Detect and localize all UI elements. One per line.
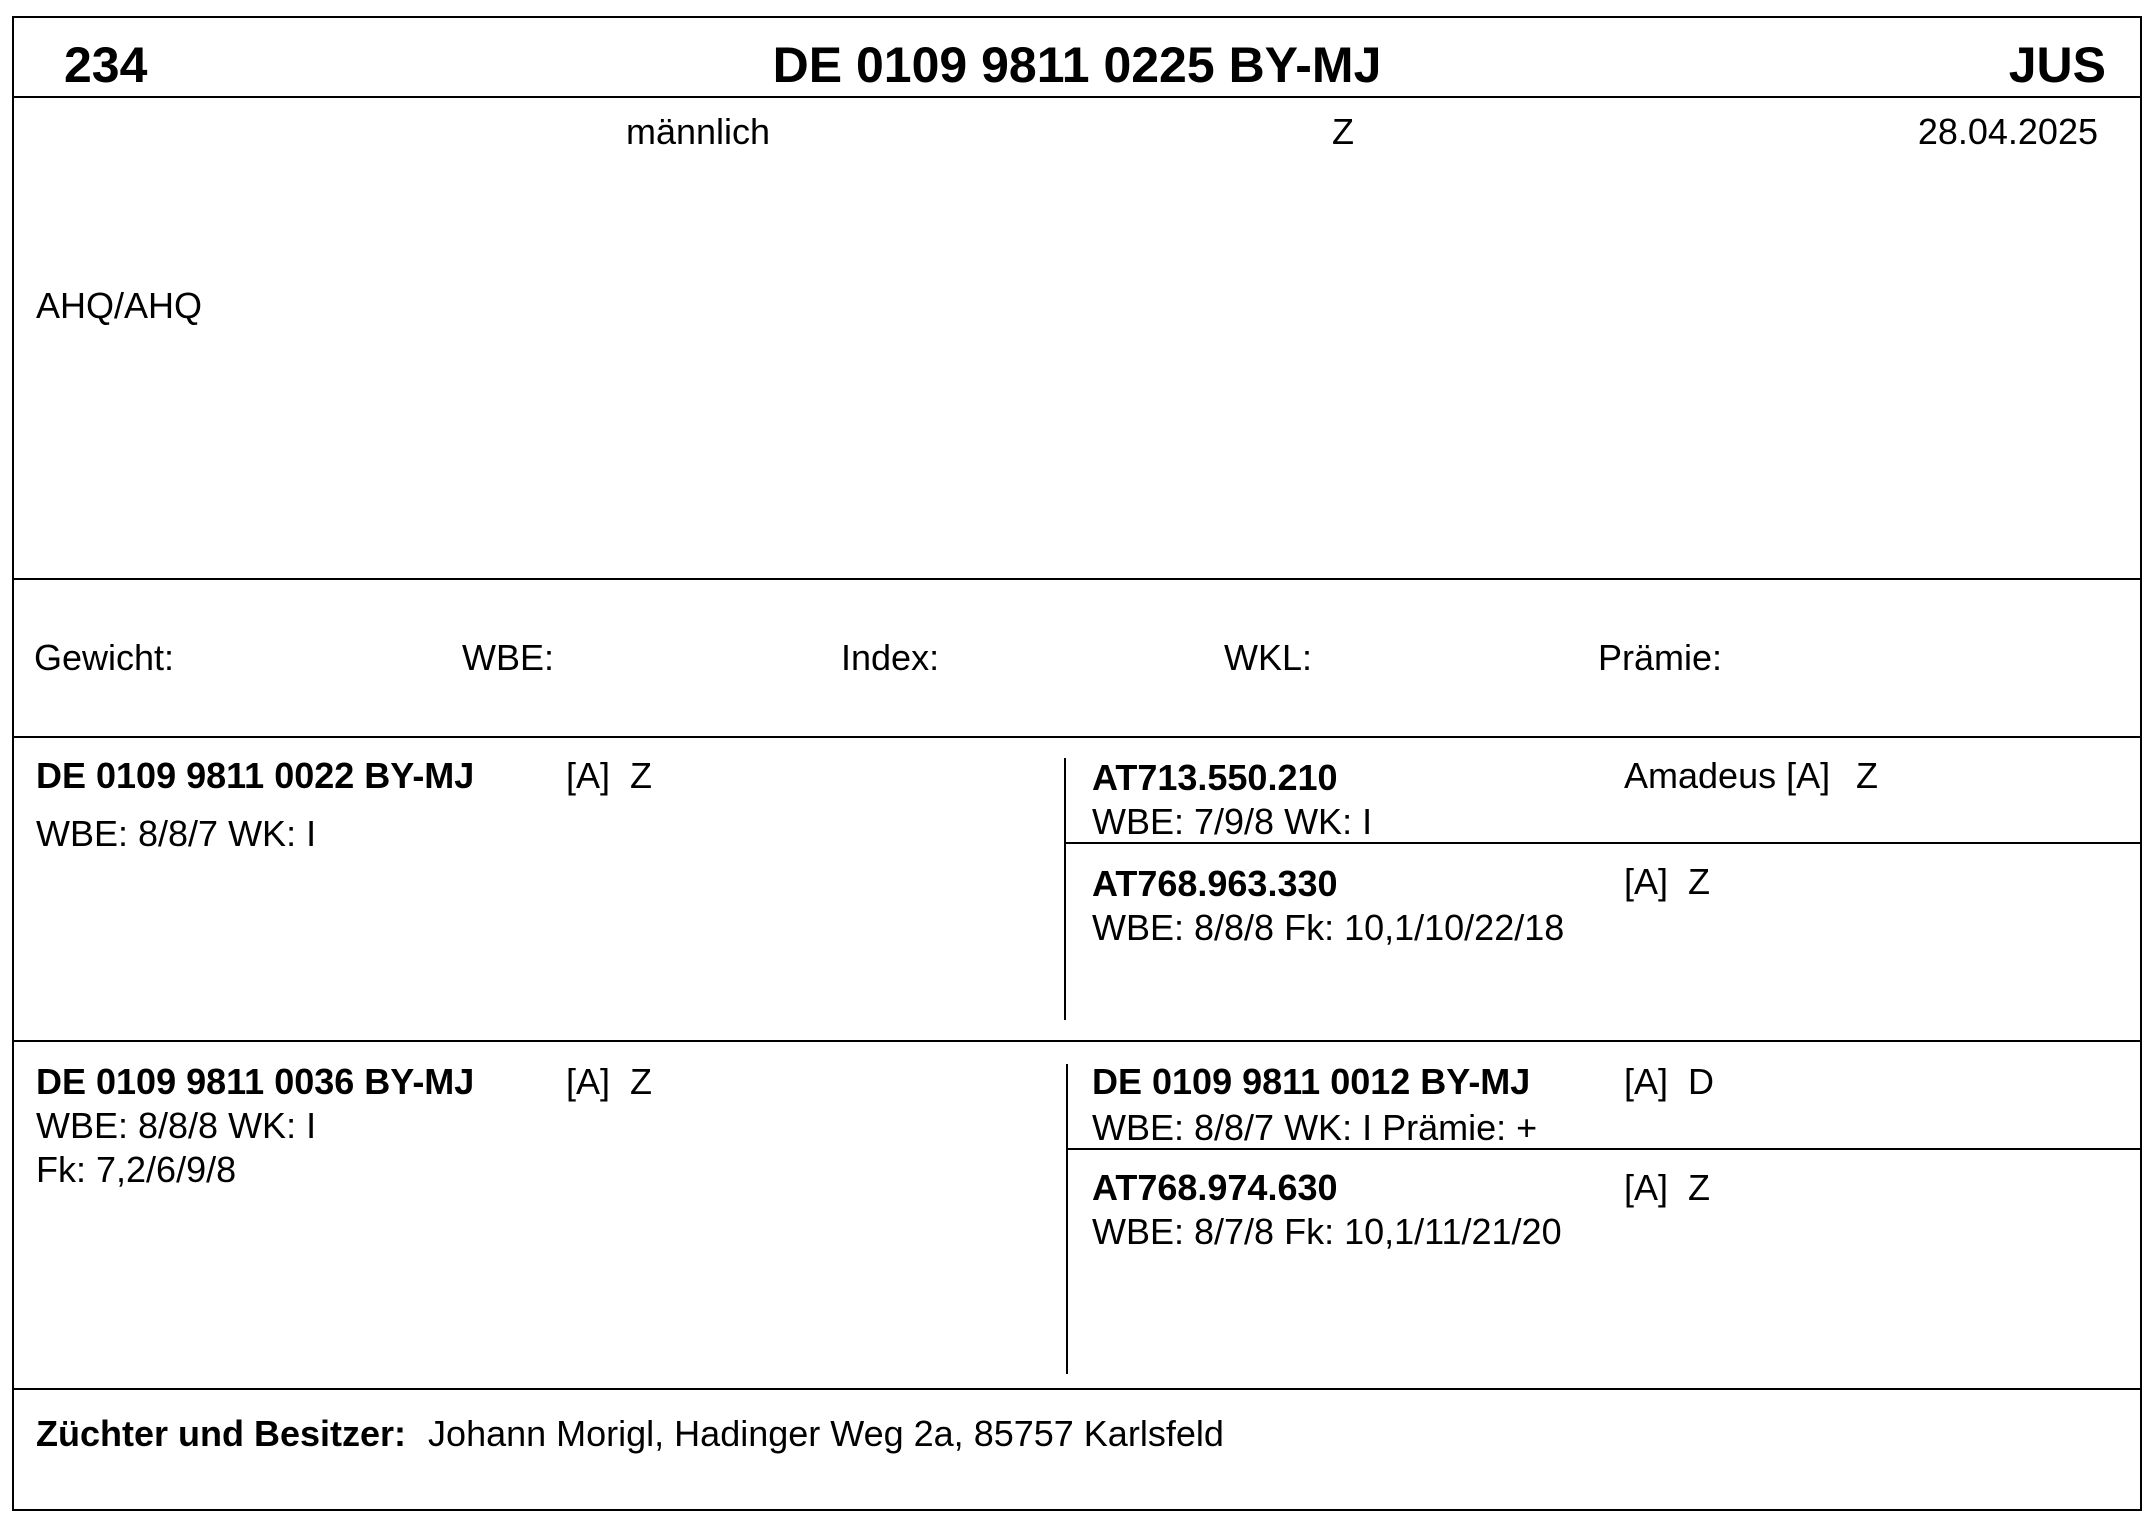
fields-divider (14, 736, 2140, 738)
sire-dam-id: AT768.963.330 (1092, 863, 1338, 904)
dam-performance: WBE: 8/8/8 WK: I (36, 1105, 317, 1146)
dam-sire-id: DE 0109 9811 0012 BY-MJ (1092, 1061, 1531, 1102)
sire-id: DE 0109 9811 0022 BY-MJ (36, 755, 475, 796)
sire-performance: WBE: 8/8/7 WK: I (36, 813, 317, 854)
sire-code: Z (630, 755, 652, 796)
breeder-line (36, 1413, 1224, 1454)
dam-sire-performance: WBE: 8/8/7 WK: I Prämie: + (1092, 1107, 1538, 1148)
animal-id: DE 0109 9811 0225 BY-MJ (772, 37, 1382, 93)
sire-dam-divider (14, 1040, 2140, 1042)
dam-dam-flag: [A] (1624, 1167, 1669, 1208)
sire-sire-performance: WBE: 7/9/8 WK: I (1092, 801, 1373, 842)
wkl-label: WKL: (1224, 637, 1313, 678)
dam-code: Z (630, 1061, 652, 1102)
sire-dam-performance: WBE: 8/8/8 Fk: 10,1/10/22/18 (1092, 907, 1565, 948)
dam-grandparents-divider (1068, 1148, 2140, 1150)
dam-dam-id: AT768.974.630 (1092, 1167, 1338, 1208)
sire-branch-line (1064, 758, 1066, 1020)
breed-code: JUS (2008, 37, 2106, 93)
dam-dam-performance: WBE: 8/7/8 Fk: 10,1/11/21/20 (1092, 1211, 1562, 1252)
sire-dam-flag: [A] (1624, 861, 1669, 902)
breeder-divider (14, 1388, 2140, 1390)
catalog-number: 234 (64, 37, 148, 93)
index-label: Index: (841, 637, 940, 678)
header-divider (14, 96, 2140, 98)
dam-sire-flag: [A] (1624, 1061, 1669, 1102)
sex-label: männlich (626, 111, 771, 152)
wbe-label: WBE: (462, 637, 555, 678)
sire-sire-name-flag: Amadeus [A] (1624, 755, 1831, 796)
dam-sire-code: D (1688, 1061, 1714, 1102)
info-divider (14, 578, 2140, 580)
dam-flag: [A] (566, 1061, 611, 1102)
breeder-value: Johann Morigl, Hadinger Weg 2a, 85757 Karlsfeld (428, 1413, 1224, 1454)
dam-branch-line (1066, 1064, 1068, 1374)
sire-flag: [A] (566, 755, 611, 796)
genotype: AHQ/AHQ (36, 285, 203, 326)
herdbook-code: Z (1332, 111, 1354, 152)
sire-dam-code: Z (1688, 861, 1710, 902)
dam-dam-code: Z (1688, 1167, 1710, 1208)
sire-grandparents-divider (1066, 842, 2140, 844)
sire-sire-code: Z (1856, 755, 1878, 796)
weight-label: Gewicht: (34, 637, 175, 678)
sire-sire-id: AT713.550.210 (1092, 757, 1338, 798)
dam-id: DE 0109 9811 0036 BY-MJ (36, 1061, 475, 1102)
dam-fk-values: Fk: 7,2/6/9/8 (36, 1149, 237, 1190)
birth-date: 28.04.2025 (1917, 111, 2098, 152)
premium-label: Prämie: (1598, 637, 1723, 678)
breeder-label: Züchter und Besitzer: (36, 1413, 407, 1454)
pedigree-card (12, 16, 2142, 1511)
